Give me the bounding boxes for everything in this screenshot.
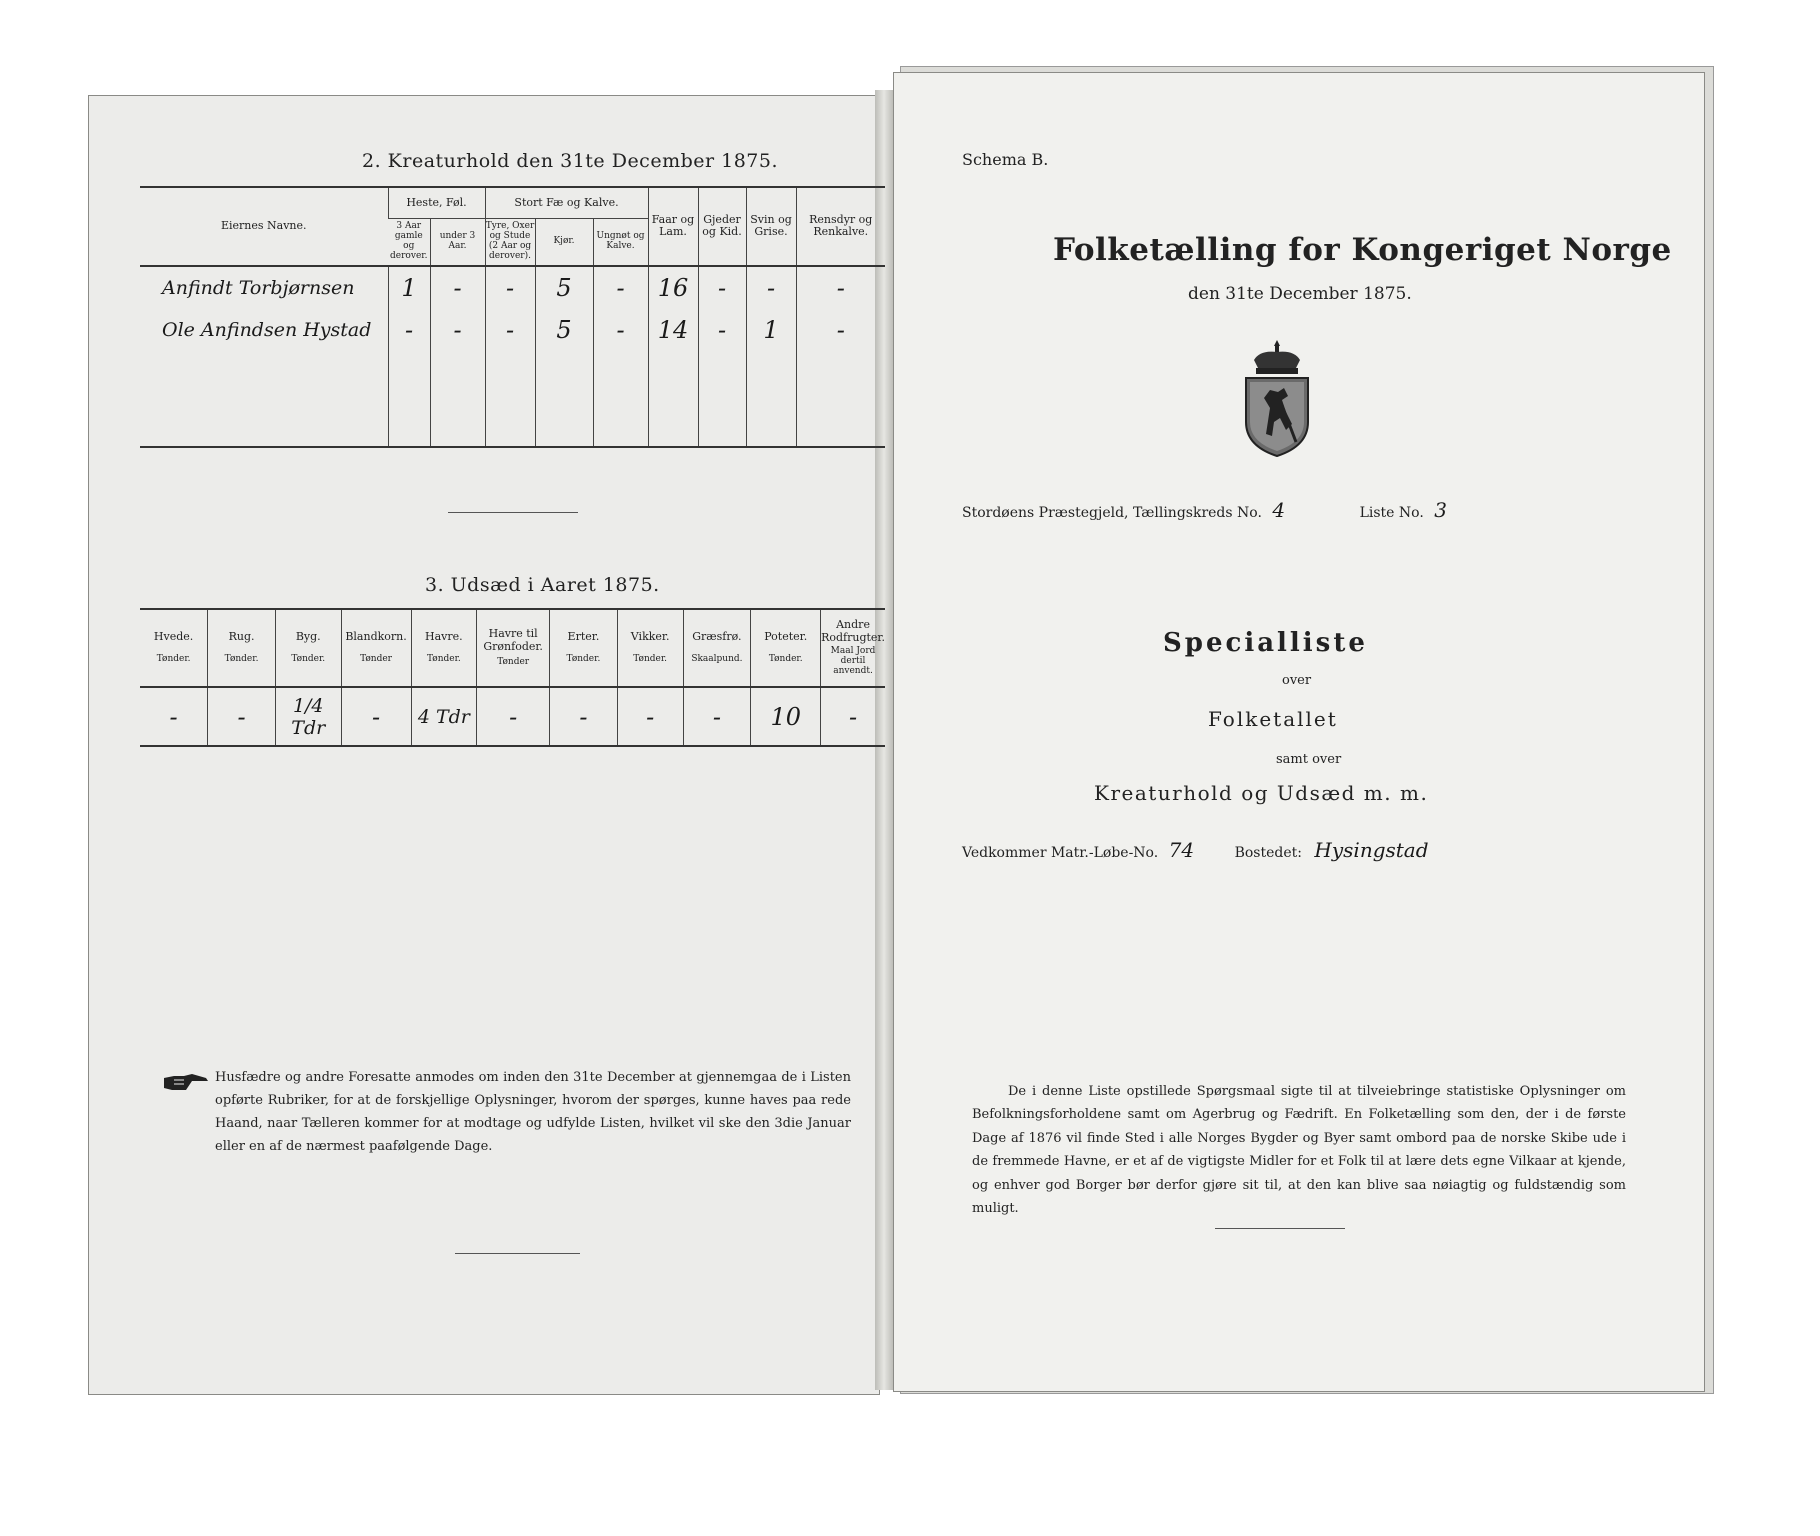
table-cell: - — [485, 266, 535, 310]
seed-value: 1/4 Tdr — [275, 687, 341, 745]
svin-header: Svin og Grise. — [746, 188, 796, 266]
table-bottom-rule — [140, 446, 885, 448]
seed-value: - — [617, 687, 683, 745]
faar-header: Faar og Lam. — [648, 188, 698, 266]
table-cell: - — [796, 266, 885, 310]
seed-header-havre: Havre. Tønder. — [411, 610, 477, 687]
district-number: 4 — [1272, 498, 1286, 522]
stort-fae-header: Stort Fæ og Kalve. — [485, 188, 648, 218]
livestock-section-title: 2. Kreaturhold den 31te December 1875. — [362, 150, 779, 172]
table-cell: 5 — [535, 310, 593, 350]
seed-value: - — [683, 687, 751, 745]
seed-header-erter: Erter. Tønder. — [550, 610, 618, 687]
owner-name: Anfindt Torbjørnsen — [162, 277, 355, 300]
table-cell: - — [593, 266, 648, 310]
heste-sub2: under 3 Aar. — [430, 218, 485, 265]
district-label: Tællingskreds No. — [1132, 505, 1262, 521]
table-cell: 1 — [388, 266, 430, 310]
seed-header-andre: Andre Rodfrugter. Maal Jord dertil anvendt. — [821, 610, 885, 687]
list-label: Liste No. — [1359, 505, 1424, 521]
over-text: over — [1282, 673, 1312, 688]
seed-value: - — [550, 687, 618, 745]
list-number: 3 — [1434, 498, 1447, 522]
stort-sub1: Tyre, Oxer og Stude (2 Aar og derover). — [485, 218, 535, 265]
matr-label: Vedkommer Matr.-Løbe-No. — [962, 845, 1159, 861]
bosted-label: Bostedet: — [1234, 845, 1302, 861]
parish-name: Stordøens Præstegjeld, — [962, 505, 1129, 521]
kreaturhold-text: Kreaturhold og Udsæd m. m. — [1094, 781, 1429, 805]
seed-value: - — [169, 702, 178, 731]
seed-header-vikker: Vikker. Tønder. — [617, 610, 683, 687]
table-cell: - — [698, 266, 746, 310]
seed-header-blandkorn: Blandkorn. Tønder — [341, 610, 411, 687]
table-cell: - — [485, 310, 535, 350]
schema-label: Schema B. — [962, 150, 1049, 169]
rensdyr-header: Rensdyr og Renkalve. — [796, 188, 885, 266]
seed-header-poteter: Poteter. Tønder. — [751, 610, 821, 687]
pointing-hand-icon — [162, 1072, 210, 1094]
seed-value: - — [341, 687, 411, 745]
intro-note: De i denne Liste opstillede Spørgsmaal sigte til at tilveiebringe statistiske Oplysninger om Befolkningsforholdene samt om Agerbrug og Fædrift. En Folketælling som den, der i de første Dage af 1876 vil finde Sted i alle Norges Bygder og Byer samt ombord paa de norske Skibe ude i de fremmede Havne, er et af de vigtigste Midler for et Folk til at lære dets egne Vilkaar at kjende, og enhver god Borger bør derfor gjøre sit til, at den kan blive saa nøiagtig og fuldstændig som muligt. — [972, 1084, 1626, 1216]
separator — [448, 512, 578, 513]
special-heading: Specialliste — [1163, 628, 1368, 658]
seed-value: - — [208, 687, 276, 745]
heste-header: Heste, Føl. — [388, 188, 485, 218]
coat-of-arms-icon — [1240, 338, 1314, 460]
livestock-table — [140, 188, 885, 446]
parish-line — [962, 498, 1447, 522]
stort-sub2: Kjør. — [535, 218, 593, 265]
samt-over-text: samt over — [1276, 752, 1342, 767]
table-cell: - — [593, 310, 648, 350]
table-cell: 1 — [746, 310, 796, 350]
owner-name: Ole Anfindsen Hystad — [162, 319, 372, 342]
bosted-value: Hysingstad — [1314, 838, 1429, 862]
stort-sub3: Ungnøt og Kalve. — [593, 218, 648, 265]
seed-header-havre-gronfoder: Havre til Grønfoder. Tønder — [477, 610, 550, 687]
gjeder-header: Gjeder og Kid. — [698, 188, 746, 266]
table-cell: - — [430, 310, 485, 350]
seed-value: - — [821, 687, 885, 745]
table-cell: - — [388, 310, 430, 350]
separator — [1215, 1228, 1345, 1229]
seed-header-hvede: Hvede. Tønder. — [153, 629, 194, 665]
table-cell: 16 — [648, 266, 698, 310]
table-cell: - — [796, 310, 885, 350]
seed-section-title: 3. Udsæd i Aaret 1875. — [425, 574, 660, 596]
main-title: Folketælling for Kongeriget Norge — [1053, 232, 1672, 268]
seed-table — [140, 610, 885, 745]
heste-sub1: 3 Aar gamle og derover. — [388, 218, 430, 265]
footnote: Husfædre og andre Foresatte anmodes om inden den 31te December at gjennemgaa de i Listen opførte Rubriker, for at de forskjellige Oplysninger, hvorom der spørges, kunne haves paa rede Haand, naar Tælleren kommer for at modtage og udfylde Listen, hvilket vil ske den 3die Januar eller en af de nærmest paafølgende Dage. — [215, 1070, 851, 1155]
seed-value: - — [477, 687, 550, 745]
owner-header: Eiernes Navne. — [220, 218, 307, 232]
table-cell: - — [698, 310, 746, 350]
seed-value: 10 — [751, 687, 821, 745]
seed-header-graesfro: Græsfrø. Skaalpund. — [683, 610, 751, 687]
seed-table-bottom-rule — [140, 745, 885, 747]
table-cell: - — [746, 266, 796, 310]
seed-header-rug: Rug. Tønder. — [208, 610, 276, 687]
table-cell: 14 — [648, 310, 698, 350]
matr-line — [962, 838, 1429, 862]
folketallet-text: Folketallet — [1208, 707, 1338, 731]
seed-value: 4 Tdr — [411, 687, 477, 745]
matr-number: 74 — [1168, 838, 1195, 862]
table-cell: 5 — [535, 266, 593, 310]
table-cell: - — [430, 266, 485, 310]
separator — [455, 1253, 580, 1254]
seed-header-byg: Byg. Tønder. — [275, 610, 341, 687]
subtitle: den 31te December 1875. — [1188, 284, 1412, 304]
